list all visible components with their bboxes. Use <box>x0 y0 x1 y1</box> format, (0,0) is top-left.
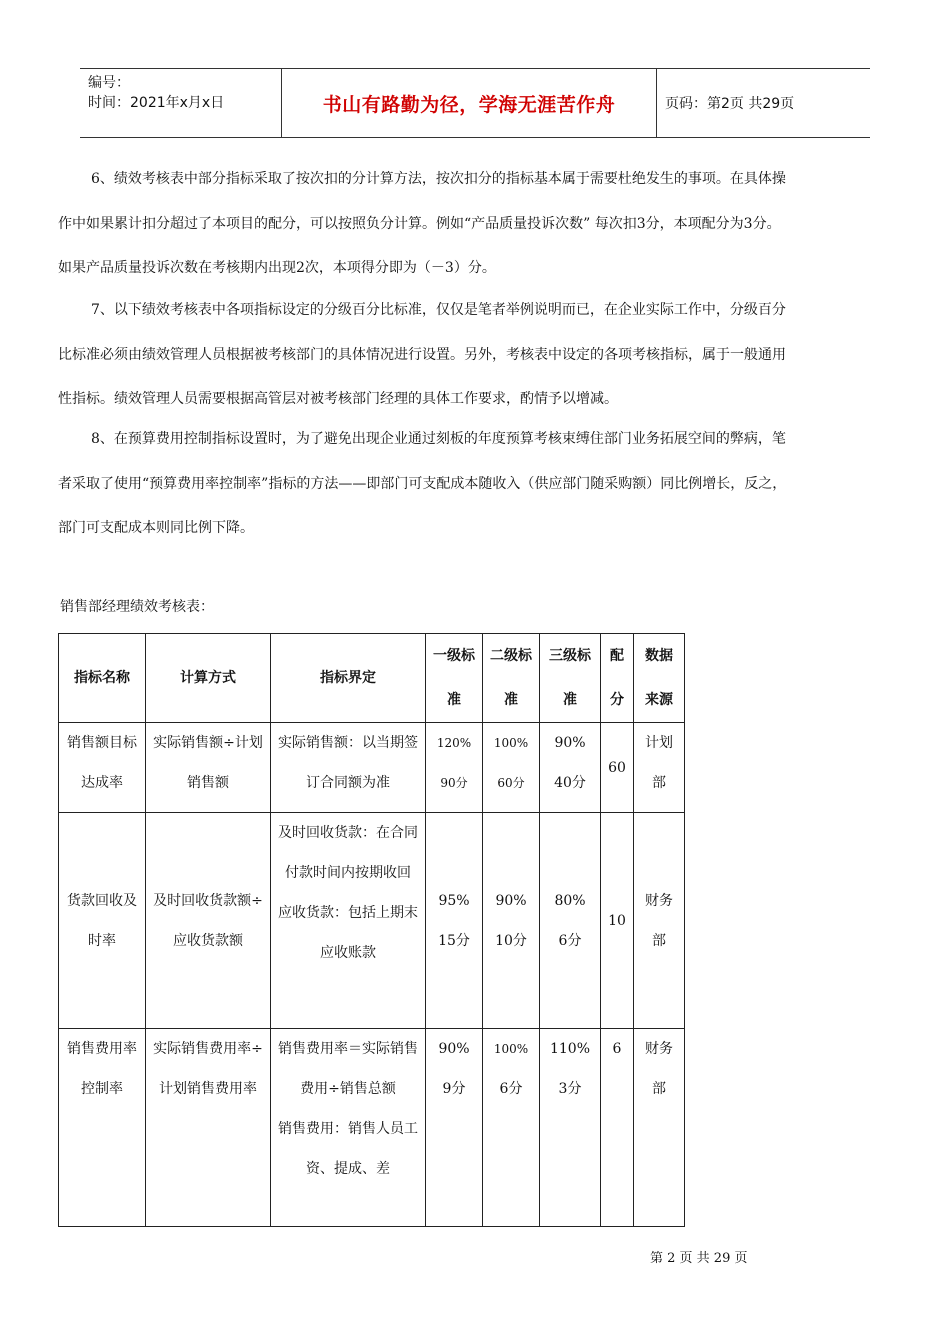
header-left <box>88 73 283 113</box>
page-header <box>80 68 870 138</box>
text-line: 部门可支配成本则同比例下降。 <box>58 520 254 536</box>
page-footer: 第 2 页 共 29 页 <box>650 1251 748 1266</box>
level3-score: 6分 <box>558 932 582 949</box>
cell-score: 60 <box>601 723 634 813</box>
cell-name: 货款回收及时率 <box>59 813 146 1029</box>
level3-pct: 110% <box>549 1041 591 1057</box>
cell-source: 财务部 <box>634 813 685 1029</box>
cell-level3 <box>540 723 601 813</box>
cell-calc: 实际销售额÷计划销售额 <box>146 723 271 813</box>
text-line: 比标准必须由绩效管理人员根据被考核部门的具体情况进行设置。另外，考核表中设定的各项考核指标，属于一般通用 <box>58 346 786 363</box>
header-cell: 配分 <box>601 634 634 723</box>
text-line: 8、在预算费用控制指标设置时，为了避免出现企业通过刻板的年度预算考核束缚住部门业务拓展空间的弊病，笔 <box>91 431 786 447</box>
cell-level2 <box>483 813 540 1029</box>
header-cell: 数据来源 <box>634 634 685 723</box>
level1-score: 90分 <box>440 776 468 790</box>
level2-pct: 100% <box>493 1042 529 1056</box>
header-cell: 计算方式 <box>146 634 271 723</box>
header-cell: 二级标准 <box>483 634 540 723</box>
header-cell: 一级标准 <box>426 634 483 723</box>
cell-definition <box>271 1029 426 1227</box>
table-row <box>59 1029 685 1227</box>
level1-score: 9分 <box>442 1081 466 1097</box>
cell-source: 财务部 <box>634 1029 685 1227</box>
definition-line: 及时回收货款：在合同付款时间内按期收回 <box>278 825 418 881</box>
time-label: 时间：2021年x月x日 <box>88 95 225 111</box>
cell-level2 <box>483 723 540 813</box>
cell-level1 <box>426 813 483 1029</box>
level3-score: 40分 <box>554 775 586 791</box>
table-header-row <box>59 634 685 723</box>
level3-score: 3分 <box>558 1081 582 1097</box>
header-cell: 指标界定 <box>271 634 426 723</box>
cell-source: 计划部 <box>634 723 685 813</box>
cell-level1 <box>426 723 483 813</box>
header-cell: 三级标准 <box>540 634 601 723</box>
cell-level1 <box>426 1029 483 1227</box>
definition-line: 销售费用：销售人员工资、提成、差 <box>278 1121 418 1177</box>
level2-pct: 90% <box>495 892 527 909</box>
cell-definition <box>271 813 426 1029</box>
cell-calc: 实际销售费用率÷计划销售费用率 <box>146 1029 271 1227</box>
paragraph-7 <box>58 288 900 422</box>
page-code: 页码：第2页 共29页 <box>665 96 795 112</box>
text-line: 性指标。绩效管理人员需要根据高管层对被考核部门经理的具体工作要求，酌情予以增减。 <box>58 391 618 407</box>
cell-name: 销售额目标达成率 <box>59 723 146 813</box>
definition-line: 销售费用率＝实际销售费用÷销售总额 <box>278 1041 418 1097</box>
level3-pct: 90% <box>554 735 586 751</box>
text-line: 6、绩效考核表中部分指标采取了按次扣的分计算方法，按次扣分的指标基本属于需要杜绝发生的事项。在具体操 <box>91 171 786 187</box>
table-row <box>59 813 685 1029</box>
cell-calc: 及时回收货款额÷应收货款额 <box>146 813 271 1029</box>
cell-score: 6 <box>601 1029 634 1227</box>
cell-level3 <box>540 813 601 1029</box>
table-caption: 销售部经理绩效考核表： <box>60 599 214 615</box>
text-line: 如果产品质量投诉次数在考核期内出现2次，本项得分即为（－3）分。 <box>58 260 496 276</box>
text-line: 7、以下绩效考核表中各项指标设定的分级百分比标准，仅仅是笔者举例说明而已，在企业实际工作中，分级百分 <box>91 302 786 318</box>
cell-level3 <box>540 1029 601 1227</box>
cell-score: 10 <box>601 813 634 1029</box>
text-line: 者采取了使用“预算费用率控制率”指标的方法——即部门可支配成本随收入（供应部门随采购额）同比例增长，反之， <box>58 475 787 492</box>
paragraph-6 <box>58 157 900 291</box>
level1-pct: 90% <box>438 1041 470 1057</box>
level2-score: 60分 <box>497 776 525 790</box>
cell-level2 <box>483 1029 540 1227</box>
paragraph-8 <box>58 417 900 551</box>
cell-definition: 实际销售额：以当期签订合同额为准 <box>271 723 426 813</box>
level3-pct: 80% <box>554 892 586 909</box>
level1-pct: 120% <box>436 736 472 750</box>
motto: 书山有路勤为径，学海无涯苦作舟 <box>281 69 657 137</box>
text-line: 作中如果累计扣分超过了本项目的配分，可以按照负分计算。例如“产品质量投诉次数” 每次扣3分，本项配分为3分。 <box>58 215 781 232</box>
number-label: 编号： <box>88 75 130 91</box>
kpi-table <box>58 633 685 1227</box>
table-row <box>59 723 685 813</box>
level1-pct: 95% <box>438 892 470 909</box>
cell-name: 销售费用率控制率 <box>59 1029 146 1227</box>
level1-score: 15分 <box>438 932 470 949</box>
level2-pct: 100% <box>493 736 529 750</box>
level2-score: 6分 <box>499 1081 523 1097</box>
level2-score: 10分 <box>495 932 527 949</box>
header-cell: 指标名称 <box>59 634 146 723</box>
definition-line: 应收货款：包括上期末应收账款 <box>278 905 418 961</box>
